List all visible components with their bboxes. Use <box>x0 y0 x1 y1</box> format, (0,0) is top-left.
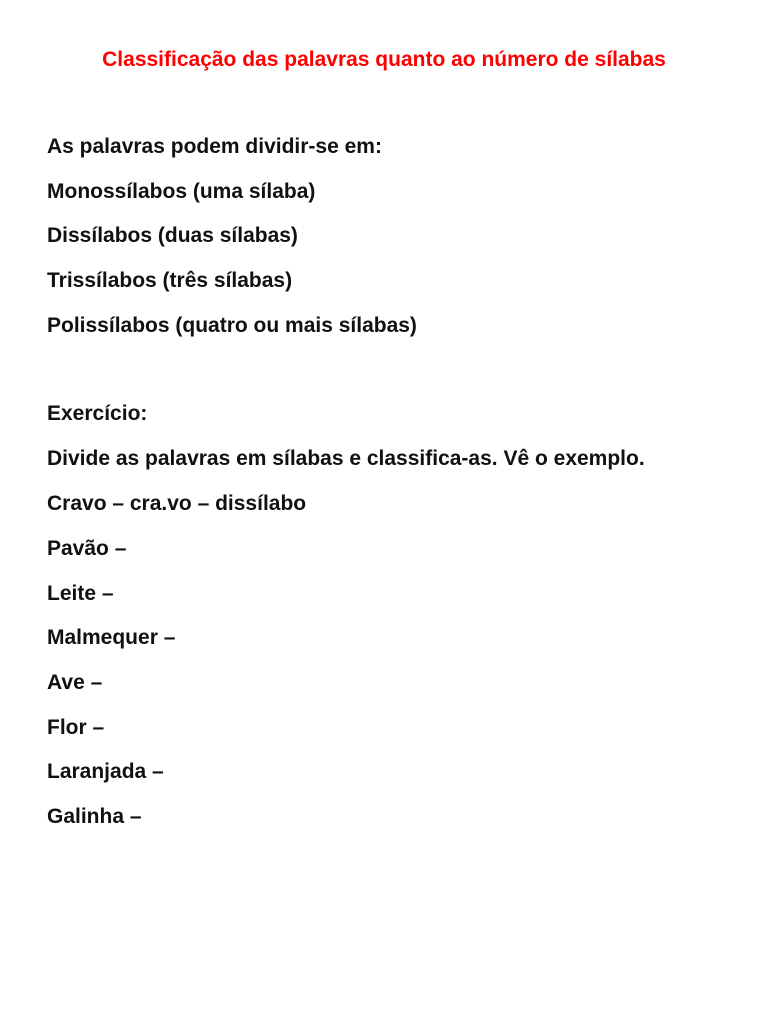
exercise-word-ave: Ave – <box>47 670 103 694</box>
document-body <box>47 132 707 847</box>
category-polissilabos: Polissílabos (quatro ou mais sílabas) <box>47 313 417 337</box>
category-trissilabos: Trissílabos (três sílabas) <box>47 269 293 293</box>
category-dissilabos: Dissílabos (duas sílabas) <box>47 224 298 248</box>
exercise-instruction: Divide as palavras em sílabas e classifica-as. Vê o exemplo. <box>47 447 645 471</box>
category-monossilabos: Monossílabos (uma sílaba) <box>47 179 316 203</box>
exercise-word-leite: Leite – <box>47 581 114 605</box>
document-title: Classificação das palavras quanto ao número de sílabas <box>102 48 666 71</box>
section-spacer <box>47 355 707 399</box>
intro-text: As palavras podem dividir-se em: <box>47 135 382 158</box>
exercise-word-pavao: Pavão – <box>47 536 127 560</box>
exercise-word-malmequer: Malmequer – <box>47 626 176 650</box>
exercise-word-galinha: Galinha – <box>47 804 142 828</box>
exercise-word-laranjada: Laranjada – <box>47 760 164 784</box>
exercise-word-flor: Flor – <box>47 715 105 739</box>
exercise-heading: Exercício: <box>47 402 148 426</box>
exercise-example: Cravo – cra.vo – dissílabo <box>47 492 307 516</box>
